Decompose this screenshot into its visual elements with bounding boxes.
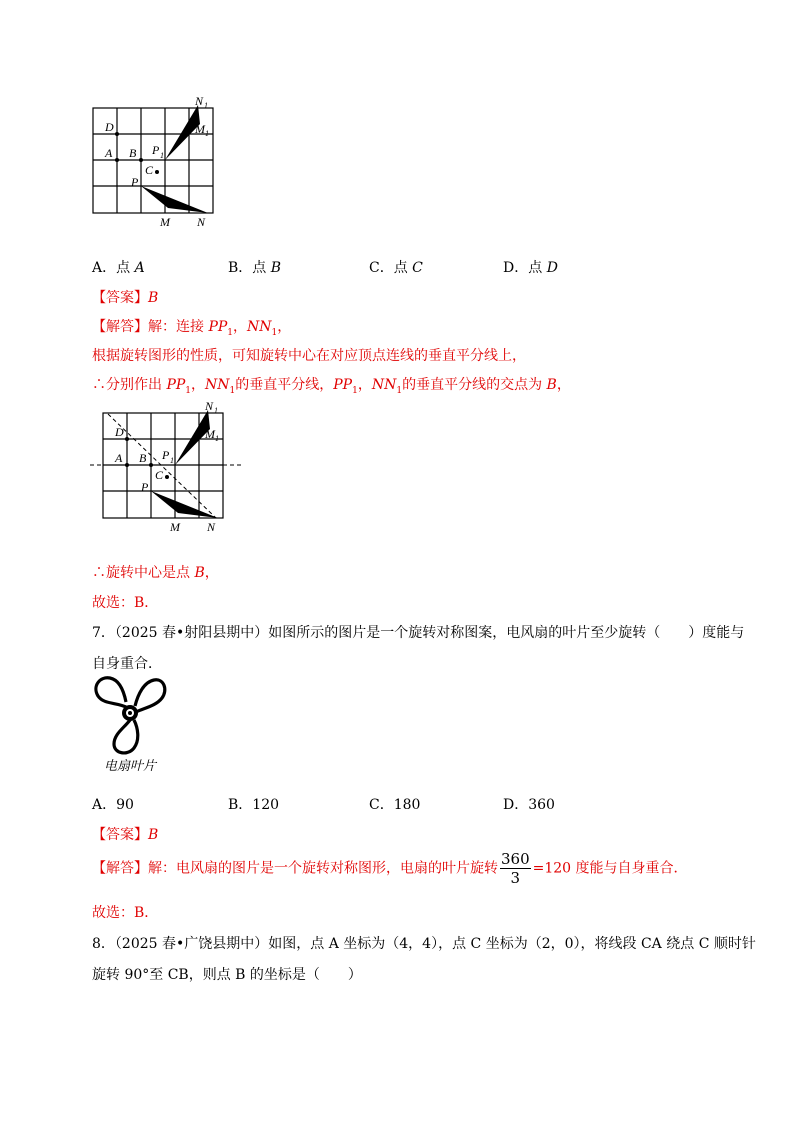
svg-text:N: N bbox=[207, 520, 216, 534]
fig1-label-N1: N bbox=[195, 95, 204, 108]
q7-option-a: A．90 bbox=[92, 797, 134, 813]
fig1-label-P1: P bbox=[152, 143, 160, 157]
svg-text:B: B bbox=[139, 451, 147, 465]
q8-stem-line2: 旋转 90°至 CB，则点 B 的坐标是（ ） bbox=[92, 967, 362, 983]
q6-option-b: B．点 B bbox=[228, 260, 282, 276]
q7-stem-line1: 7．（2025 春•射阳县期中）如图所示的图片是一个旋转对称图案，电风扇的叶片至少旋转（ ）度能与 bbox=[92, 625, 745, 641]
q7-option-b: B．120 bbox=[228, 797, 280, 813]
svg-text:1: 1 bbox=[204, 101, 208, 110]
q7-choice: 故选：B． bbox=[92, 905, 159, 921]
fig1-label-A: A bbox=[105, 146, 113, 160]
q7-option-d: D．360 bbox=[503, 797, 555, 813]
fig1-label-M: M bbox=[160, 215, 170, 229]
q8-stem-line1: 8．（2025 春•广饶县期中）如图，点 A 坐标为（4，4），点 C 坐标为（2，0），将线段 CA 绕点 C 顺时针 bbox=[92, 936, 756, 952]
svg-text:M: M bbox=[205, 427, 215, 441]
svg-text:P: P bbox=[141, 480, 149, 494]
fig1-label-D: D bbox=[105, 120, 114, 134]
svg-text:P: P bbox=[162, 448, 170, 462]
q6-solution-line3: ∴分别作出 $PP_1$，$NN_1$的垂直平分线，$PP_1$，$NN_1$的垂直平分线的交点为 B， bbox=[92, 377, 571, 396]
q7-fraction: $\frac{360}{3}$ bbox=[501, 850, 530, 887]
svg-text:N: N bbox=[205, 400, 214, 413]
q6-option-a: A．点 A bbox=[92, 260, 145, 276]
fan-blade-figure bbox=[90, 672, 170, 777]
q7-answer: 【答案】B bbox=[92, 827, 159, 843]
svg-text:D: D bbox=[115, 425, 124, 439]
fig1-label-C: C bbox=[145, 163, 154, 177]
fig1-label-P: P bbox=[131, 175, 139, 189]
q6-solution-line2: 根据旋转图形的性质，可知旋转中心在对应顶点连线的垂直平分线上， bbox=[92, 348, 526, 364]
q6-option-c: C．点 C bbox=[369, 260, 423, 276]
rotation-figure-solution bbox=[88, 400, 248, 540]
q6-conclusion: ∴旋转中心是点 B， bbox=[92, 565, 219, 581]
q7-stem-line2: 自身重合． bbox=[92, 656, 162, 672]
fan-caption: 电扇叶片 bbox=[104, 759, 157, 774]
q7-solution: 【解答】解：电风扇的图片是一个旋转对称图形，电扇的叶片旋转 $\frac{360}{3}$ =120 度能与自身重合． bbox=[92, 850, 688, 887]
svg-text:C: C bbox=[155, 468, 164, 482]
q6-answer: 【答案】B bbox=[92, 290, 159, 306]
q7-option-c: C．180 bbox=[369, 797, 421, 813]
svg-text:1: 1 bbox=[170, 456, 174, 465]
fig1-label-N: N bbox=[197, 215, 206, 229]
svg-text:A: A bbox=[115, 451, 123, 465]
rotation-figure-question bbox=[90, 95, 230, 235]
svg-text:1: 1 bbox=[214, 406, 218, 415]
q6-choice: 故选：B． bbox=[92, 595, 159, 611]
q6-option-d: D．点 D bbox=[503, 260, 558, 276]
svg-text:1: 1 bbox=[215, 434, 219, 443]
fig1-label-B: B bbox=[129, 146, 137, 160]
svg-text:M: M bbox=[170, 520, 180, 534]
fig1-label-M1: M bbox=[195, 122, 205, 136]
q6-solution-line1: 【解答】解：连接 $PP_1$，$NN_1$， bbox=[92, 319, 292, 338]
svg-text:1: 1 bbox=[205, 129, 209, 138]
svg-text:1: 1 bbox=[160, 151, 164, 160]
